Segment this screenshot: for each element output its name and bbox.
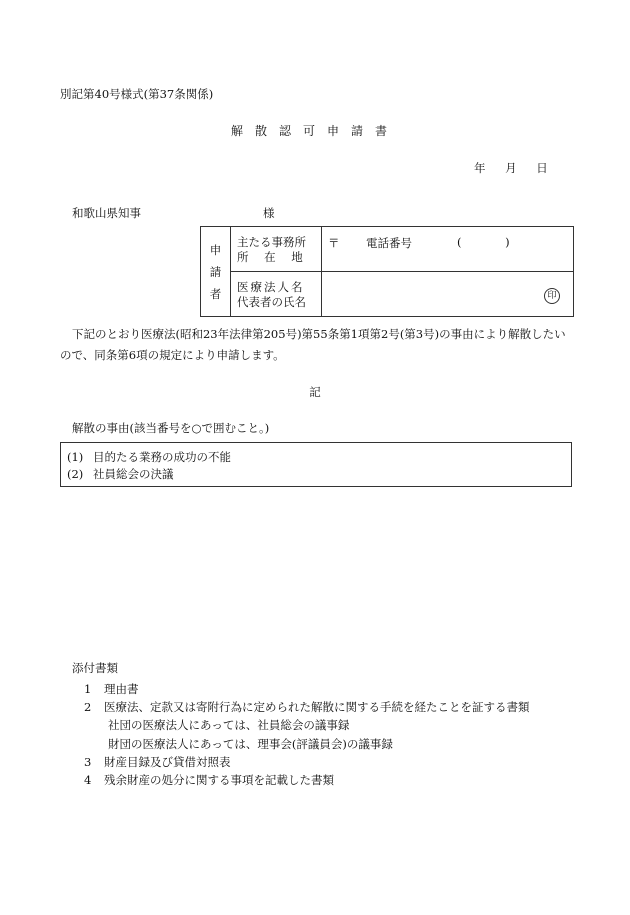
corporation-name-label: 医療法人名 代表者の氏名 — [231, 272, 322, 317]
attachment-subitem: 社団の医療法人にあっては、社員総会の議事録 — [108, 718, 350, 732]
attachment-item: 1 理由書 — [84, 682, 139, 696]
attachment-item: 4 残余財産の処分に関する事項を記載した書類 — [84, 773, 334, 787]
ki-heading: 記 — [309, 385, 321, 399]
reason-heading: 解散の事由(該当番号を○で囲むこと。) — [72, 421, 270, 435]
reason-box — [60, 442, 572, 487]
date-line: 年 月 日 — [474, 161, 548, 175]
document-title: 解散認可申請書 — [230, 124, 399, 138]
corporation-name-field[interactable] — [322, 272, 574, 317]
attachments-heading: 添付書類 — [72, 661, 118, 675]
phone-label: 電話番号 — [366, 236, 412, 250]
attachment-item: 2 医療法、定款又は寄附行為に定められた解散に関する手続を経たことを証する書類 — [84, 700, 530, 714]
attachment-subitem: 財団の医療法人にあっては、理事会(評議員会)の議事録 — [108, 737, 393, 751]
addressee: 和歌山県知事 — [72, 206, 141, 220]
reason-item[interactable]: (1) 目的たる業務の成功の不能 — [67, 450, 231, 464]
phone-parentheses: ( ) — [457, 235, 530, 249]
applicant-header: 申 請 者 — [201, 227, 231, 317]
form-reference: 別記第40号様式(第37条関係) — [60, 87, 214, 101]
reason-item[interactable]: (2) 社員総会の決議 — [67, 467, 174, 481]
honorific: 様 — [263, 206, 275, 220]
attachment-item: 3 財産目録及び貸借対照表 — [84, 755, 231, 769]
seal-mark: 印 — [544, 288, 560, 304]
office-address-label: 主たる事務所 所 在 地 — [231, 227, 322, 272]
application-body: 下記のとおり医療法(昭和23年法律第205号)第55条第1項第2号(第3号)の事由により解散したいので、同条第6項の規定により申請します。 — [60, 327, 566, 362]
postal-mark: 〒 — [328, 236, 340, 250]
applicant-table — [200, 226, 574, 317]
office-address-field[interactable] — [322, 227, 574, 272]
